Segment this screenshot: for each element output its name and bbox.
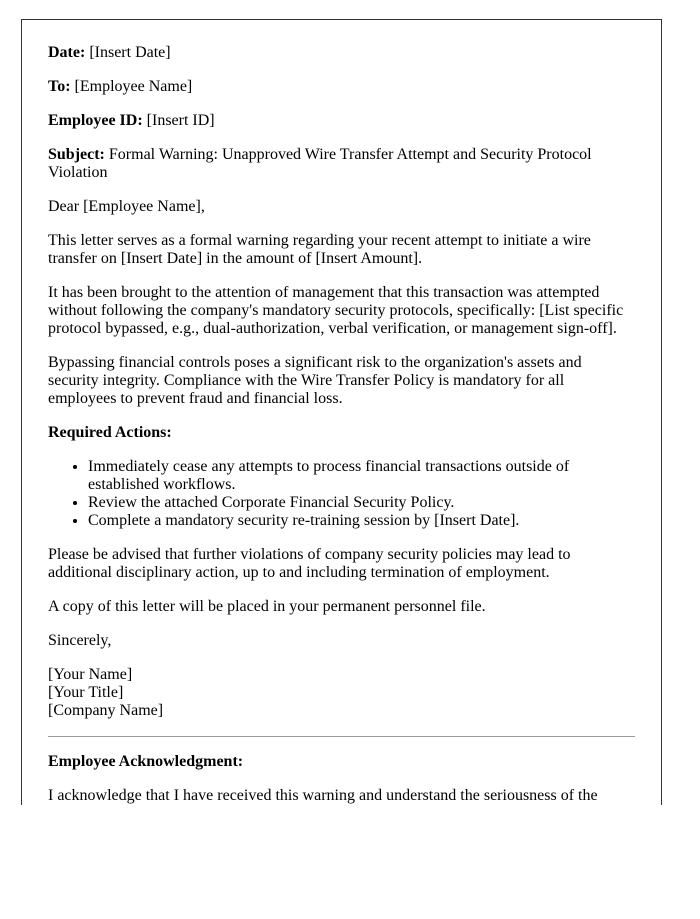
field-employee-id-value: [Insert ID] (146, 112, 215, 129)
field-subject-value: Formal Warning: Unapproved Wire Transfer Attempt and Security Protocol Violation (48, 146, 592, 181)
required-action-item: • Review the attached Corporate Financial Security Policy. (88, 494, 635, 512)
field-employee-id (48, 112, 635, 130)
acknowledgment-heading: Employee Acknowledgment: (48, 753, 244, 770)
field-employee-id-label: Employee ID: (48, 112, 143, 129)
field-subject-label: Subject: (48, 146, 105, 163)
signature-title: [Your Title] (48, 684, 124, 701)
section-divider (48, 736, 635, 737)
field-to (48, 78, 635, 96)
paragraph-personnel-file: A copy of this letter will be placed in your permanent personnel file. (48, 598, 486, 615)
field-subject (48, 146, 635, 182)
paragraph-further-violations: Please be advised that further violations of company security policies may lead to additional disciplinary action, up to and including termination of employment. (48, 546, 571, 581)
required-action-item: • Complete a mandatory security re-training session by [Insert Date]. (88, 512, 635, 530)
paragraph-policy-compliance: Bypassing financial controls poses a significant risk to the organization's assets and security integrity. Compliance with the Wire Transfer Policy is mandatory for all employees to prevent fraud and financial loss. (48, 354, 582, 407)
required-actions-list (48, 458, 635, 530)
salutation: Dear [Employee Name], (48, 198, 205, 215)
signature-name: [Your Name] (48, 666, 133, 683)
field-date-label: Date: (48, 44, 86, 61)
signature-block (48, 666, 635, 720)
signoff: Sincerely, (48, 632, 112, 649)
field-date (48, 44, 635, 62)
required-actions-heading: Required Actions: (48, 424, 172, 441)
field-to-value: [Employee Name] (74, 78, 193, 95)
required-action-item: • Immediately cease any attempts to process financial transactions outside of established workflows. (88, 458, 635, 494)
letter-document (21, 19, 662, 805)
field-date-value: [Insert Date] (89, 44, 171, 61)
paragraph-warning-intro: This letter serves as a formal warning regarding your recent attempt to initiate a wire transfer on [Insert Date] in the amount of [Insert Amount]. (48, 232, 591, 267)
field-to-label: To: (48, 78, 71, 95)
signature-company: [Company Name] (48, 702, 164, 719)
acknowledgment-text: I acknowledge that I have received this warning and understand the seriousness of the (48, 787, 598, 804)
paragraph-protocol-violation: It has been brought to the attention of management that this transaction was attempted without following the company's mandatory security protocols, specifically: [List specific protocol bypassed, e.g., dual-authorization, verbal verification, or management sign-off]. (48, 284, 624, 337)
